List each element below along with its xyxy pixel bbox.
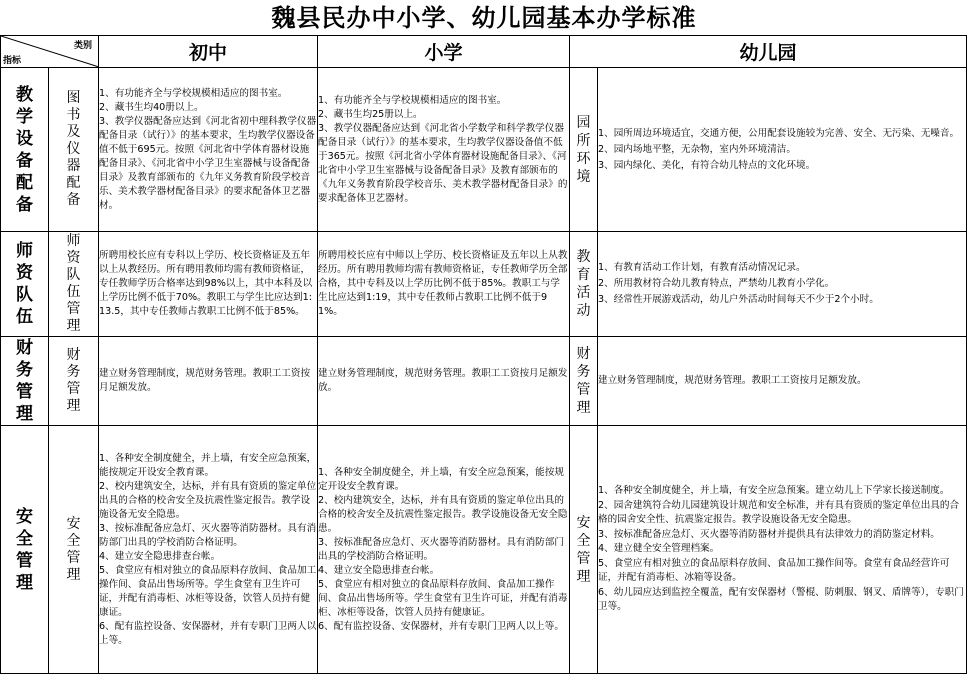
primary-cell: 1、有功能齐全与学校规模相适应的图书室。 2、藏书生均25册以上。 3、教学仪器配备应达到《河北省小学数学和科学教学仪器配备目录（试行）》的基本要求，生均教学仪器设备值不低于365元。按照《河北省小学体育器材设施配备目录》、《河北省中小学卫生室器械与设备配备目录》及教育部颁布的《九年义务教育阶段学校音乐、美术教学器材配备目录》的要求配备体卫艺器材。 bbox=[318, 68, 570, 232]
category-cell: 师资队伍 bbox=[1, 232, 49, 337]
primary-cell: 建立财务管理制度，规范财务管理。教职工工资按月足额发放。 bbox=[318, 337, 570, 426]
kindergarten-cell: 1、各种安全制度健全，并上墙，有安全应急预案。建立幼儿上下学家长接送制度。 2、园舍建筑符合幼儿园建筑设计规范和安全标准，并有具有资质的鉴定单位出具的合格的园舍安全性、抗震鉴定报告。教学设施设备无安全隐患。 3、按标准配备应急灯、灭火器等消防器材并提供具有法律效力的消防鉴定材料。 4、建立健全安全管理档案。 5、食堂应有相对独立的食品原料存放间、食品加工操作间等。食堂有食品经营许可证，并配有消毒柜、冰箱等设备。 6、幼儿园应达到监控全覆盖，配有安保器材（警棍、防刺服、钢叉、盾牌等），专职门卫等。 bbox=[598, 426, 967, 674]
kindergarten-subcategory-cell: 财务管理 bbox=[570, 337, 598, 426]
subcategory-cell: 财务管理 bbox=[49, 337, 99, 426]
primary-cell: 1、各种安全制度健全，并上墙，有安全应急预案，能按规定开设安全教育课。 2、校内建筑安全，达标，并有具有资质的鉴定单位出具的合格的校舍安全及抗震性鉴定报告。教学设施设备无安全隐患。 3、按标准配备应急灯、灭火器等消防器材。具有消防部门出具的学校消防合格证明。 4、建立安全隐患排查台帐。 5、食堂应有相对独立的食品原料存放间、食品加工操作间、食品出售场所等。学生食堂有卫生许可证，并配有消毒柜、冰柜等设备，饮管人员持有健康证。 6、配有监控设备、安保器材，并有专职门卫两人以上等。 bbox=[318, 426, 570, 674]
subcategory-cell: 图书及仪器配备 bbox=[49, 68, 99, 232]
header-row bbox=[1, 36, 967, 68]
standards-table bbox=[0, 35, 967, 674]
corner-header bbox=[1, 36, 99, 68]
col-header-kindergarten: 幼儿园 bbox=[570, 36, 967, 68]
subcategory-cell: 师资队伍管理 bbox=[49, 232, 99, 337]
junior-cell: 1、有功能齐全与学校规模相适应的图书室。 2、藏书生均40册以上。 3、教学仪器配备应达到《河北省初中理科教学仪器配备目录（试行）》的基本要求，生均教学仪器设备值不低于695元。按照《河北省中学体育器材设施配备目录》、《河北省中小学卫生室器械与设备配备目录》及教育部颁布的《九年义务教育阶段学校音乐、美术教学器材配备目录》的要求配备体卫艺器材。 bbox=[99, 68, 318, 232]
kindergarten-subcategory-cell: 教育活动 bbox=[570, 232, 598, 337]
kindergarten-cell: 1、园所周边环境适宜，交通方便，公用配套设施较为完善、安全、无污染、无噪音。 2、园内场地平整，无杂物，室内外环境清洁。 3、园内绿化、美化，有符合幼儿特点的文化环境。 bbox=[598, 68, 967, 232]
page-title: 魏县民办中小学、幼儿园基本办学标准 bbox=[271, 3, 697, 32]
kindergarten-cell: 建立财务管理制度，规范财务管理。教职工工资按月足额发放。 bbox=[598, 337, 967, 426]
primary-cell: 所聘用校长应有中师以上学历、校长资格证及五年以上从教经历。所有聘用教师均需有教师资格证，专任教师学历全部合格，其中专科及以上学历比例不低于85%。教职工与学生比应达到1:19，其中专任教师占教职工比例不低于91%。 bbox=[318, 232, 570, 337]
table-row bbox=[1, 426, 967, 674]
kindergarten-subcategory-cell: 园所环境 bbox=[570, 68, 598, 232]
kindergarten-subcategory-cell: 安全管理 bbox=[570, 426, 598, 674]
col-header-primary: 小学 bbox=[318, 36, 570, 68]
kindergarten-cell: 1、有教育活动工作计划，有教育活动情况记录。 2、所用教材符合幼儿教育特点，严禁幼儿教育小学化。 3、经常性开展游戏活动，幼儿户外活动时间每天不少于2个小时。 bbox=[598, 232, 967, 337]
subcategory-cell: 安全管理 bbox=[49, 426, 99, 674]
junior-cell: 所聘用校长应有专科以上学历、校长资格证及五年以上从教经历。所有聘用教师均需有教师资格证，专任教师学历合格率达到98%以上，其中本科及以上学历比例不低于70%。教职工与学生比应达到1:13.5，其中专任教师占教职工比例不低于85%。 bbox=[99, 232, 318, 337]
junior-cell: 建立财务管理制度，规范财务管理。教职工工资按月足额发放。 bbox=[99, 337, 318, 426]
table-row bbox=[1, 232, 967, 337]
col-header-junior: 初中 bbox=[99, 36, 318, 68]
type-label: 类别 bbox=[73, 41, 92, 51]
category-cell: 教学设备配备 bbox=[1, 68, 49, 232]
category-cell: 财务管理 bbox=[1, 337, 49, 426]
category-cell: 安全管理 bbox=[1, 426, 49, 674]
junior-cell: 1、各种安全制度健全，并上墙，有安全应急预案，能按规定开设安全教育课。 2、校内建筑安全，达标，并有具有资质的鉴定单位出具的合格的校舍安全及抗震性鉴定报告。教学设施设备无安全隐患。 3、按标准配备应急灯、灭火器等消防器材。具有消防部门出具的学校消防合格证明。 4、建立安全隐患排查台帐。 5、食堂应有相对独立的食品原料存放间、食品加工操作间、食品出售场所等。学生食堂有卫生许可证，并配有消毒柜、冰柜等设备，饮管人员持有健康证。 6、配有监控设备、安保器材，并有专职门卫两人以上等。 bbox=[99, 426, 318, 674]
indicator-label: 指标 bbox=[3, 56, 22, 66]
table-row bbox=[1, 337, 967, 426]
table-row bbox=[1, 68, 967, 232]
